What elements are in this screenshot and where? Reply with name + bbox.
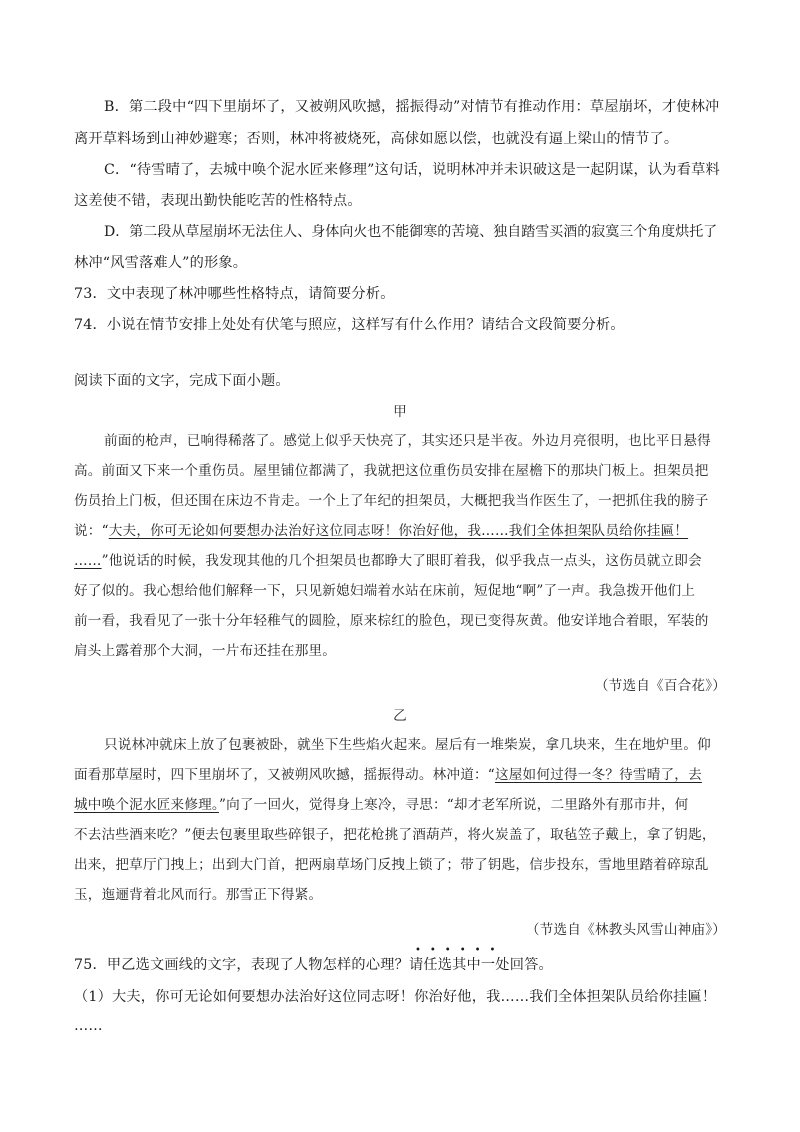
underlined-quote-jia: 大夫，你可无论如何要想办法治好这位同志呀！你治好他，我……我们全体担架队员给你挂匾！	[108, 523, 689, 539]
passage-jia-title: 甲	[393, 404, 407, 420]
passage-jia-line	[74, 521, 688, 541]
passage-jia-line: 前面的枪声，已响得稀落了。感觉上似乎天快亮了，其实还只是半夜。外边月亮很明，也比平日悬得	[104, 433, 711, 449]
reading-instruction: 阅读下面的文字，完成下面小题。	[74, 373, 290, 389]
passage-yi-line	[74, 765, 702, 785]
answer-1-line-2: ……	[74, 1018, 103, 1034]
passage-yi-line: 出来，把草厅门拽上；出到大门首，把两扇草场门反拽上锁了；带了钥匙，信步投东，雪地里踏着碎琼乱	[74, 857, 709, 873]
option-c-line-2: 这差使不错，表现出勤快能吃苦的性格特点。	[74, 193, 362, 209]
option-b-line-1: B．第二段中“四下里崩坏了，又被朔风吹撼，摇振得动”对情节有推动作用：草屋崩坏，才使林冲	[104, 99, 720, 115]
passage-jia-line: 好了似的。我心想给他们解释一下，只见新媳妇端着水站在床前，短促地“啊”了一声。我急拨开他们上	[74, 583, 696, 599]
passage-yi-line	[74, 795, 688, 815]
passage-yi-source: （节选自《林教头风雪山神庙》）	[525, 922, 726, 938]
question-75: 75．甲乙选文画线的文字，表现了人物怎样的心理？请任选其中一处回答。	[74, 957, 553, 973]
passage-yi-line: 不去沽些酒来吃？”便去包裹里取些碎银子，把花枪挑了酒葫芦，将火炭盖了，取毡笠子戴上，拿了钥匙，	[74, 827, 716, 843]
passage-yi-text: 面看那草屋时，四下里崩坏了，又被朔风吹撼，摇振得动。林冲道：“	[74, 767, 495, 783]
underlined-quote-yi: 这屋如何过得一冬？待雪晴了，去	[494, 767, 702, 783]
passage-yi-line: 玉，迤逦背着北风而行。那雪正下得紧。	[74, 887, 323, 903]
option-c-line-1: C．“待雪晴了，去城中唤个泥水匠来修理”这句话，说明林冲并未识破这是一起阴谋，认为看草料	[104, 162, 720, 178]
underlined-quote-yi-end: 城中唤个泥水匠来修理。	[74, 797, 219, 813]
passage-jia-line	[74, 551, 702, 571]
passage-jia-line: 肩头上露着那个大洞，一片布还挂在那里。	[74, 643, 337, 659]
question-73: 73．文中表现了林冲哪些性格特点，请简要分析。	[74, 286, 395, 302]
passage-yi-title: 乙	[393, 708, 407, 724]
passage-jia-source: （节选自《百合花》）	[594, 678, 726, 694]
question-74: 74．小说在情节安排上处处有伏笔与照应，这样写有什么作用？请结合文段简要分析。	[74, 317, 625, 333]
option-d-line-2: 林冲“风雪落难人”的形象。	[74, 255, 248, 271]
passage-jia-text: 说：“	[74, 523, 109, 539]
passage-yi-line: 只说林冲就床上放了包裹被卧，就坐下生些焰火起来。屋后有一堆柴炭，拿几块来，生在地炉里。仰	[104, 737, 711, 753]
option-d-line-1: D．第二段从草屋崩坏无法住人、身体向火也不能御寒的苦境、独自踏雪买酒的寂寞三个角度烘托了	[104, 224, 718, 240]
passage-jia-line: 伤员抬上门板，但还围在床边不肯走。一个上了年纪的担架员，大概把我当作医生了，一把抓住我的膀子	[74, 493, 709, 509]
passage-jia-line: 前一看，我看见了一张十分年轻稚气的圆脸，原来棕红的脸色，现已变得灰黄。他安详地合着眼，军装的	[74, 613, 709, 629]
option-b-line-2: 离开草料场到山神妙避寒；否则，林冲将被烧死，高俅如愿以偿，也就没有逼上梁山的情节了。	[74, 131, 679, 147]
answer-1-line-1: （1）大夫，你可无论如何要想办法治好这位同志呀！你治好他，我……我们全体担架队员给你挂匾！	[74, 989, 717, 1005]
underlined-quote-jia-end: ……	[74, 553, 102, 569]
passage-yi-text: ”向了一回火，觉得身上寒冷，寻思：“却才老军所说，二里路外有那市井，何	[218, 797, 689, 813]
passage-jia-line: 高。前面又下来一个重伤员。屋里铺位都满了，我就把这位重伤员安排在屋檐下的那块门板上。担架员把	[74, 463, 709, 479]
emphasis-dots: ••••••	[415, 945, 505, 956]
passage-jia-text: ”他说话的时候，我发现其他的几个担架员也都睁大了眼盯着我，似乎我点一点头，这伤员就立即会	[101, 553, 702, 569]
